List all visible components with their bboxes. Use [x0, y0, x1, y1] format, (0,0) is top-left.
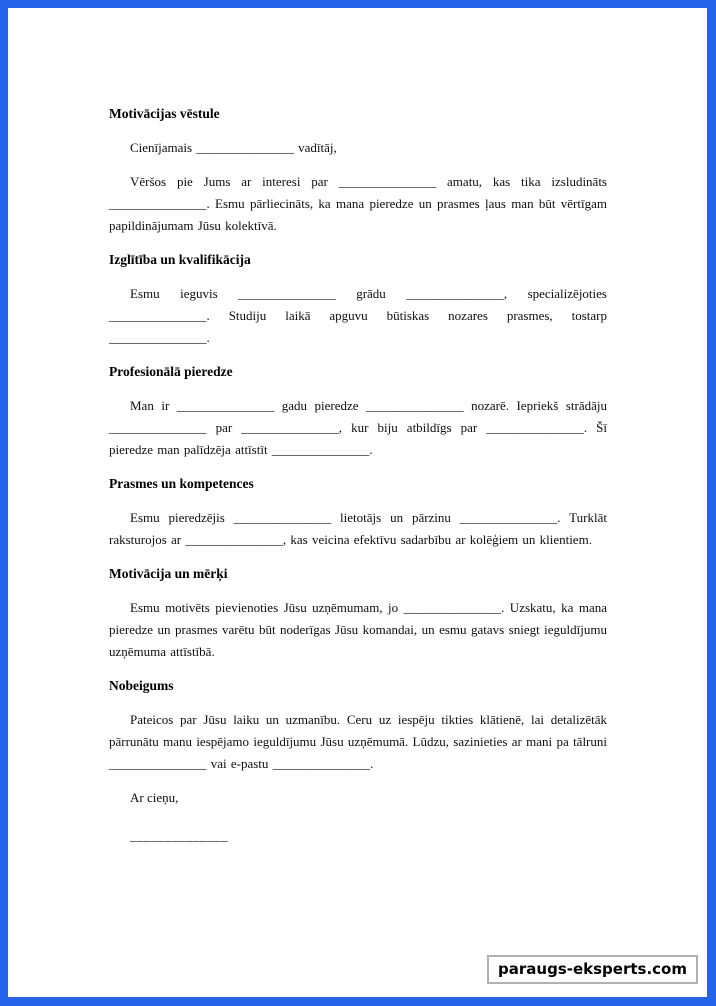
section-experience: [109, 361, 607, 461]
intro-paragraph: Vēršos pie Jums ar interesi par _______________ amatu, kas tika izsludināts _______________. Esmu pārliecināts, ka mana pieredze un prasmes ļaus man būt vērtīgam papildinājumam Jūsu kolektīvā.: [109, 174, 607, 233]
education-paragraph: Esmu ieguvis _______________ grādu _______________, specializējoties _______________. Studiju laikā apguvu būtiskas nozares prasmes, tostarp _______________.: [109, 286, 607, 345]
closing-salutation: Ar cieņu,: [130, 790, 179, 805]
section-conclusion: [109, 675, 607, 775]
section-heading-experience: Profesionālā pieredze: [109, 364, 233, 379]
watermark-label: paraugs-eksperts.com: [498, 960, 687, 978]
section-heading-education: Izglītība un kvalifikācija: [109, 252, 251, 267]
section-heading-skills: Prasmes un kompetences: [109, 476, 254, 491]
section-motivation: [109, 563, 607, 663]
section-heading-conclusion: Nobeigums: [109, 678, 174, 693]
motivation-paragraph: Esmu motivēts pievienoties Jūsu uzņēmumam, jo _______________. Uzskatu, ka mana pieredze un prasmes varētu būt noderīgas Jūsu komandai, un esmu gatavs sniegt ieguldījumu uzņēmuma attīstībā.: [109, 600, 607, 659]
skills-paragraph: Esmu pieredzējis _______________ lietotājs un pārzinu _______________. Turklāt raksturojos ar _______________, kas veicina efektīvu sadarbību ar kolēģiem un klientiem.: [109, 510, 607, 547]
salutation-paragraph: Cienījamais _______________ vadītāj,: [130, 140, 337, 155]
watermark-badge: [487, 955, 698, 984]
letter-content: [8, 8, 707, 847]
conclusion-paragraph: Pateicos par Jūsu laiku un uzmanību. Ceru uz iespēju tikties klātienē, lai detalizētāk pārrunātu manu iespējamo ieguldījumu Jūsu uzņēmumā. Lūdzu, sazinieties ar mani pa tālruni _______________ vai e-pastu _______________.: [109, 712, 607, 771]
section-intro: [109, 103, 607, 237]
section-education: [109, 249, 607, 349]
section-skills: [109, 473, 607, 551]
section-heading-motivation: Motivācija un mērķi: [109, 566, 228, 581]
document-title: Motivācijas vēstule: [109, 106, 220, 121]
experience-paragraph: Man ir _______________ gadu pieredze _______________ nozarē. Iepriekš strādāju _______________ par _______________, kur biju atbildīgs par _______________. Šī pieredze man palīdzēja attīstīt _______________.: [109, 398, 607, 457]
signature-line: ______________: [130, 828, 228, 843]
